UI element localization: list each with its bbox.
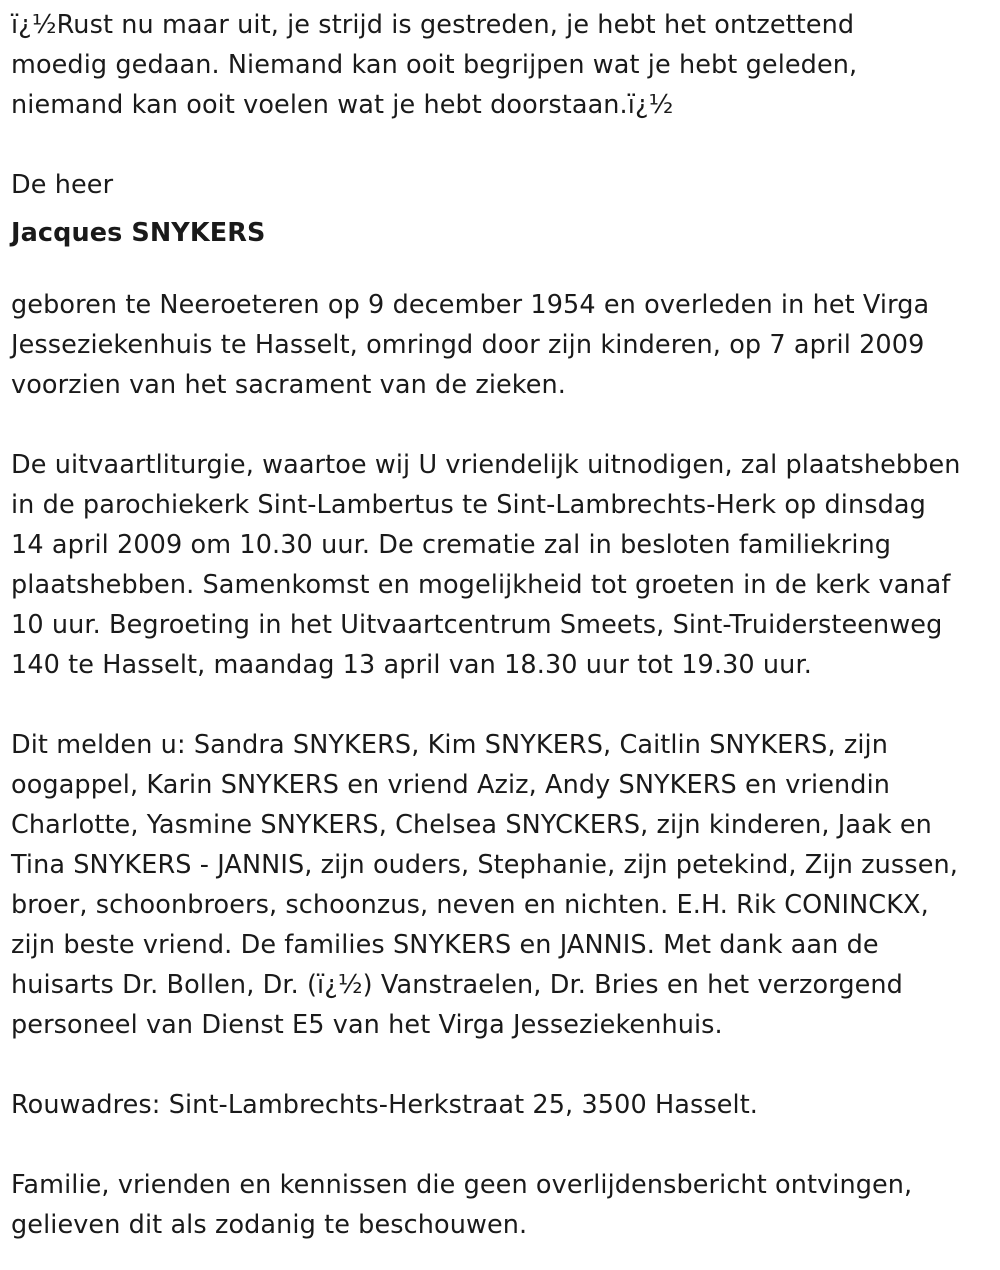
text-line: Jesseziekenhuis te Hasselt, omringd door zijn kinderen, op 7 april 2009 — [11, 330, 925, 360]
text-line: plaatshebben. Samenkomst en mogelijkheid tot groeten in de kerk vanaf — [11, 570, 951, 600]
text-line: oogappel, Karin SNYKERS en vriend Aziz, Andy SNYKERS en vriendin — [11, 770, 891, 800]
text-line: De uitvaartliturgie, waartoe wij U vriendelijk uitnodigen, zal plaatshebben — [11, 450, 961, 480]
deceased-name: Jacques SNYKERS — [11, 218, 266, 248]
text-line: voorzien van het sacrament van de zieken. — [11, 370, 567, 400]
obituary-document — [11, 5, 996, 1245]
text-line: geboren te Neeroeteren op 9 december 1954 en overleden in het Virga — [11, 290, 930, 320]
text-line: personeel van Dienst E5 van het Virga Jesseziekenhuis. — [11, 1010, 723, 1040]
quote-line: ï¿½Rust nu maar uit, je strijd is gestreden, je hebt het ontzettend — [11, 10, 855, 40]
text-line: Dit melden u: Sandra SNYKERS, Kim SNYKERS, Caitlin SNYKERS, zijn — [11, 730, 888, 760]
text-line: Charlotte, Yasmine SNYKERS, Chelsea SNYCKERS, zijn kinderen, Jaak en — [11, 810, 932, 840]
mourning-address: Rouwadres: Sint-Lambrechts-Herkstraat 25, 3500 Hasselt. — [11, 1090, 759, 1120]
text-line: gelieven dit als zodanig te beschouwen. — [11, 1210, 528, 1240]
family-paragraph — [11, 725, 996, 1045]
spacer — [11, 1045, 996, 1085]
spacer — [11, 253, 996, 285]
birth-death-paragraph — [11, 285, 996, 405]
text-line: Tina SNYKERS - JANNIS, zijn ouders, Stephanie, zijn petekind, Zijn zussen, — [11, 850, 958, 880]
funeral-paragraph — [11, 445, 996, 685]
text-line: broer, schoonbroers, schoonzus, neven en nichten. E.H. Rik CONINCKX, — [11, 890, 929, 920]
salutation: De heer — [11, 170, 114, 200]
text-line: 14 april 2009 om 10.30 uur. De crematie zal in besloten familiekring — [11, 530, 892, 560]
spacer — [11, 405, 996, 445]
opening-quote — [11, 5, 996, 125]
quote-line: moedig gedaan. Niemand kan ooit begrijpen wat je hebt geleden, — [11, 50, 858, 80]
text-line: zijn beste vriend. De families SNYKERS en JANNIS. Met dank aan de — [11, 930, 879, 960]
quote-line: niemand kan ooit voelen wat je hebt doorstaan.ï¿½ — [11, 90, 674, 120]
text-line: Familie, vrienden en kennissen die geen overlijdensbericht ontvingen, — [11, 1170, 913, 1200]
text-line: 140 te Hasselt, maandag 13 april van 18.30 uur tot 19.30 uur. — [11, 650, 812, 680]
text-line: 10 uur. Begroeting in het Uitvaartcentrum Smeets, Sint-Truidersteenweg — [11, 610, 943, 640]
spacer — [11, 685, 996, 725]
text-line: huisarts Dr. Bollen, Dr. (ï¿½) Vanstraelen, Dr. Bries en het verzorgend — [11, 970, 903, 1000]
spacer — [11, 125, 996, 165]
closing-paragraph — [11, 1165, 996, 1245]
spacer — [11, 1125, 996, 1165]
text-line: in de parochiekerk Sint-Lambertus te Sint-Lambrechts-Herk op dinsdag — [11, 490, 926, 520]
